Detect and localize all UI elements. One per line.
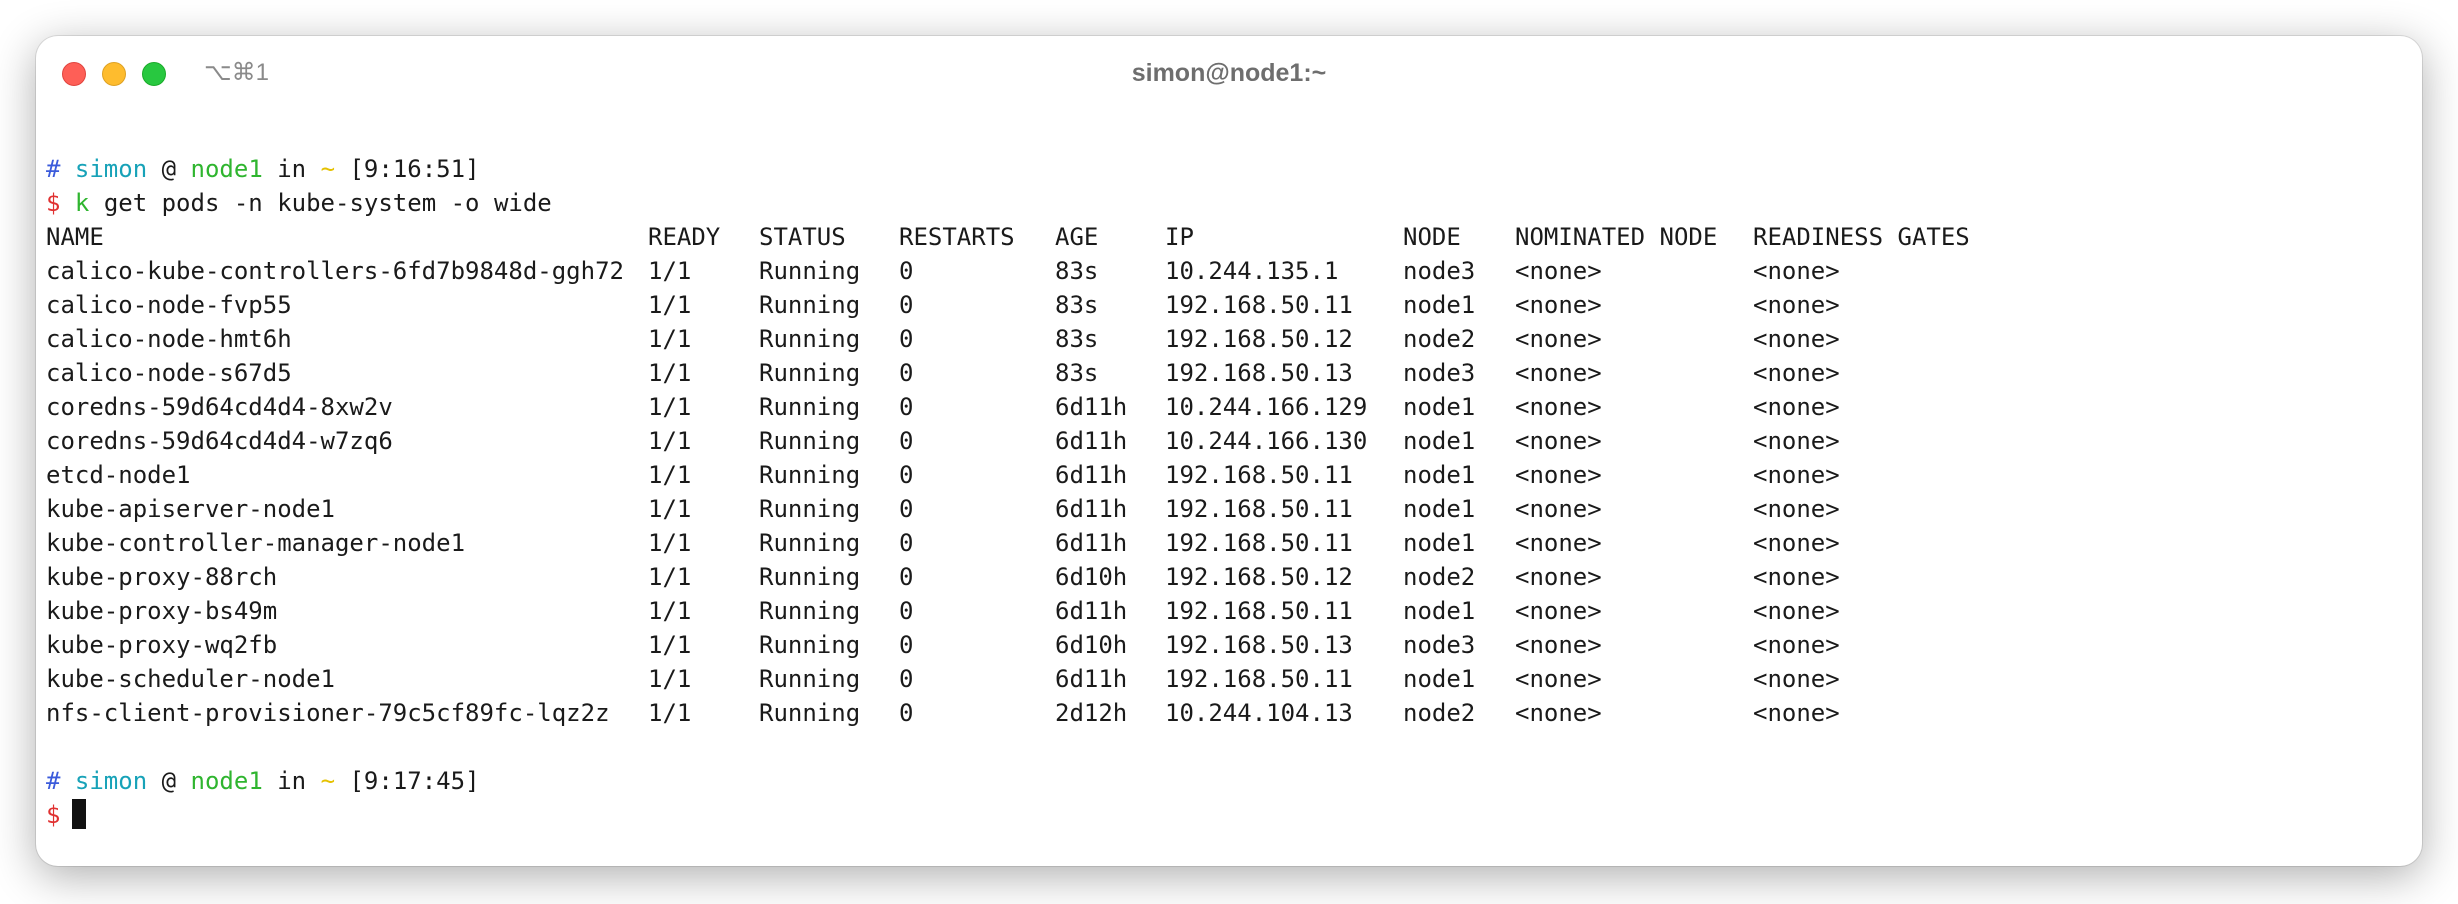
col-age-cell: 6d11h bbox=[1055, 495, 1128, 523]
col-readiness-gates-cell: <none> bbox=[1753, 427, 1840, 455]
table-row bbox=[46, 390, 2412, 424]
table-row bbox=[46, 526, 2412, 560]
col-ip-cell: 10.244.104.13 bbox=[1165, 699, 1353, 727]
header-name: NAME bbox=[46, 223, 104, 251]
col-node-cell: node1 bbox=[1403, 291, 1476, 319]
col-status-cell: Running bbox=[759, 427, 861, 455]
col-name-cell: calico-node-hmt6h bbox=[46, 325, 292, 353]
terminal-window bbox=[36, 36, 2422, 866]
col-status-cell: Running bbox=[759, 495, 861, 523]
col-status-cell: Running bbox=[759, 699, 861, 727]
col-readiness-gates-cell: <none> bbox=[1753, 665, 1840, 693]
table-row bbox=[46, 322, 2412, 356]
col-ready-cell: 1/1 bbox=[648, 359, 692, 387]
command-line bbox=[46, 186, 2412, 220]
prompt-at: @ bbox=[161, 767, 177, 795]
col-restarts-cell: 0 bbox=[899, 427, 914, 455]
col-nominated-node-cell: <none> bbox=[1515, 699, 1602, 727]
col-ready-cell: 1/1 bbox=[648, 699, 692, 727]
col-ready-cell: 1/1 bbox=[648, 461, 692, 489]
col-restarts-cell: 0 bbox=[899, 563, 914, 591]
col-node-cell: node2 bbox=[1403, 325, 1476, 353]
table-header bbox=[46, 220, 2412, 254]
col-age-cell: 83s bbox=[1055, 257, 1099, 285]
col-node-cell: node1 bbox=[1403, 495, 1476, 523]
col-nominated-node-cell: <none> bbox=[1515, 597, 1602, 625]
col-nominated-node-cell: <none> bbox=[1515, 665, 1602, 693]
col-ip-cell: 10.244.166.130 bbox=[1165, 427, 1368, 455]
col-name-cell: etcd-node1 bbox=[46, 461, 191, 489]
col-nominated-node-cell: <none> bbox=[1515, 291, 1602, 319]
header-status: STATUS bbox=[759, 223, 846, 251]
prompt-in: in bbox=[277, 155, 307, 183]
col-age-cell: 6d11h bbox=[1055, 427, 1128, 455]
col-restarts-cell: 0 bbox=[899, 699, 914, 727]
col-restarts-cell: 0 bbox=[899, 495, 914, 523]
col-readiness-gates-cell: <none> bbox=[1753, 631, 1840, 659]
col-ip-cell: 192.168.50.11 bbox=[1165, 665, 1353, 693]
col-ip-cell: 192.168.50.13 bbox=[1165, 359, 1353, 387]
col-restarts-cell: 0 bbox=[899, 665, 914, 693]
col-ready-cell: 1/1 bbox=[648, 665, 692, 693]
col-nominated-node-cell: <none> bbox=[1515, 495, 1602, 523]
table-row bbox=[46, 458, 2412, 492]
col-age-cell: 6d11h bbox=[1055, 597, 1128, 625]
header-nominated-node: NOMINATED NODE bbox=[1515, 223, 1718, 251]
col-restarts-cell: 0 bbox=[899, 631, 914, 659]
col-ip-cell: 192.168.50.11 bbox=[1165, 291, 1353, 319]
col-name-cell: kube-proxy-88rch bbox=[46, 563, 278, 591]
col-readiness-gates-cell: <none> bbox=[1753, 495, 1840, 523]
col-readiness-gates-cell: <none> bbox=[1753, 461, 1840, 489]
col-restarts-cell: 0 bbox=[899, 461, 914, 489]
col-status-cell: Running bbox=[759, 563, 861, 591]
col-age-cell: 6d10h bbox=[1055, 631, 1128, 659]
window-title: simon@node1:~ bbox=[1131, 59, 1327, 87]
col-status-cell: Running bbox=[759, 393, 861, 421]
prompt-hash: # bbox=[46, 767, 61, 795]
col-name-cell: calico-node-fvp55 bbox=[46, 291, 292, 319]
col-readiness-gates-cell: <none> bbox=[1753, 325, 1840, 353]
input-line[interactable] bbox=[46, 798, 2412, 832]
prompt-user: simon bbox=[74, 155, 148, 183]
col-ip-cell: 192.168.50.11 bbox=[1165, 597, 1353, 625]
col-status-cell: Running bbox=[759, 597, 861, 625]
col-ready-cell: 1/1 bbox=[648, 427, 692, 455]
col-ip-cell: 192.168.50.13 bbox=[1165, 631, 1353, 659]
col-node-cell: node1 bbox=[1403, 665, 1476, 693]
col-status-cell: Running bbox=[759, 529, 861, 557]
blank-line bbox=[46, 730, 2412, 764]
prompt-at: @ bbox=[161, 155, 177, 183]
col-name-cell: kube-scheduler-node1 bbox=[46, 665, 335, 693]
col-ready-cell: 1/1 bbox=[648, 495, 692, 523]
col-restarts-cell: 0 bbox=[899, 257, 914, 285]
col-name-cell: calico-node-s67d5 bbox=[46, 359, 292, 387]
col-age-cell: 6d10h bbox=[1055, 563, 1128, 591]
header-age: AGE bbox=[1055, 223, 1099, 251]
col-name-cell: kube-controller-manager-node1 bbox=[46, 529, 466, 557]
tab-shortcut: ⌥⌘1 bbox=[204, 59, 270, 86]
prompt-user: simon bbox=[74, 767, 148, 795]
col-ip-cell: 192.168.50.11 bbox=[1165, 529, 1353, 557]
col-nominated-node-cell: <none> bbox=[1515, 427, 1602, 455]
col-status-cell: Running bbox=[759, 291, 861, 319]
col-nominated-node-cell: <none> bbox=[1515, 631, 1602, 659]
prompt-time: [9:16:51] bbox=[349, 155, 480, 183]
col-status-cell: Running bbox=[759, 631, 861, 659]
prompt-dollar: $ bbox=[46, 189, 61, 217]
col-age-cell: 83s bbox=[1055, 325, 1099, 353]
col-name-cell: coredns-59d64cd4d4-8xw2v bbox=[46, 393, 393, 421]
col-ip-cell: 192.168.50.11 bbox=[1165, 461, 1353, 489]
table-row bbox=[46, 560, 2412, 594]
header-readiness-gates: READINESS GATES bbox=[1753, 223, 1970, 251]
col-ip-cell: 10.244.166.129 bbox=[1165, 393, 1368, 421]
col-age-cell: 83s bbox=[1055, 291, 1099, 319]
terminal-output[interactable] bbox=[46, 152, 2412, 832]
col-readiness-gates-cell: <none> bbox=[1753, 291, 1840, 319]
table-row bbox=[46, 492, 2412, 526]
col-ready-cell: 1/1 bbox=[648, 257, 692, 285]
table-row bbox=[46, 254, 2412, 288]
title-bar[interactable] bbox=[36, 36, 2422, 108]
prompt-in: in bbox=[277, 767, 307, 795]
col-status-cell: Running bbox=[759, 461, 861, 489]
col-status-cell: Running bbox=[759, 325, 861, 353]
table-row bbox=[46, 696, 2412, 730]
col-readiness-gates-cell: <none> bbox=[1753, 597, 1840, 625]
col-ready-cell: 1/1 bbox=[648, 529, 692, 557]
col-nominated-node-cell: <none> bbox=[1515, 359, 1602, 387]
col-ready-cell: 1/1 bbox=[648, 631, 692, 659]
col-node-cell: node1 bbox=[1403, 597, 1476, 625]
col-status-cell: Running bbox=[759, 359, 861, 387]
col-node-cell: node1 bbox=[1403, 393, 1476, 421]
col-nominated-node-cell: <none> bbox=[1515, 529, 1602, 557]
col-ip-cell: 10.244.135.1 bbox=[1165, 257, 1339, 285]
col-readiness-gates-cell: <none> bbox=[1753, 257, 1840, 285]
col-ip-cell: 192.168.50.11 bbox=[1165, 495, 1353, 523]
col-node-cell: node1 bbox=[1403, 427, 1476, 455]
col-readiness-gates-cell: <none> bbox=[1753, 359, 1840, 387]
col-name-cell: kube-proxy-bs49m bbox=[46, 597, 278, 625]
prompt-time: [9:17:45] bbox=[349, 767, 480, 795]
header-node: NODE bbox=[1403, 223, 1461, 251]
table-row bbox=[46, 424, 2412, 458]
header-ip: IP bbox=[1165, 223, 1194, 251]
table-row bbox=[46, 288, 2412, 322]
command-name: k bbox=[74, 189, 90, 217]
pods-table bbox=[46, 254, 2412, 730]
col-readiness-gates-cell: <none> bbox=[1753, 529, 1840, 557]
col-age-cell: 6d11h bbox=[1055, 393, 1128, 421]
col-ready-cell: 1/1 bbox=[648, 393, 692, 421]
col-node-cell: node1 bbox=[1403, 529, 1476, 557]
prompt-dollar: $ bbox=[46, 801, 61, 829]
table-row bbox=[46, 356, 2412, 390]
col-name-cell: nfs-client-provisioner-79c5cf89fc-lqz2z bbox=[46, 699, 610, 727]
prompt-host: node1 bbox=[190, 155, 263, 183]
col-restarts-cell: 0 bbox=[899, 359, 914, 387]
col-readiness-gates-cell: <none> bbox=[1753, 563, 1840, 591]
col-age-cell: 2d12h bbox=[1055, 699, 1128, 727]
prompt-line bbox=[46, 152, 2412, 186]
table-row bbox=[46, 594, 2412, 628]
col-ip-cell: 192.168.50.12 bbox=[1165, 325, 1353, 353]
col-restarts-cell: 0 bbox=[899, 325, 914, 353]
col-ready-cell: 1/1 bbox=[648, 563, 692, 591]
col-node-cell: node2 bbox=[1403, 699, 1476, 727]
col-restarts-cell: 0 bbox=[899, 597, 914, 625]
col-age-cell: 6d11h bbox=[1055, 529, 1128, 557]
text-cursor bbox=[72, 799, 86, 829]
col-restarts-cell: 0 bbox=[899, 393, 914, 421]
prompt-dir: ~ bbox=[320, 155, 336, 183]
col-ip-cell: 192.168.50.12 bbox=[1165, 563, 1353, 591]
prompt-line bbox=[46, 764, 2412, 798]
col-restarts-cell: 0 bbox=[899, 529, 914, 557]
col-age-cell: 6d11h bbox=[1055, 461, 1128, 489]
col-node-cell: node3 bbox=[1403, 359, 1476, 387]
col-age-cell: 6d11h bbox=[1055, 665, 1128, 693]
col-node-cell: node2 bbox=[1403, 563, 1476, 591]
col-node-cell: node3 bbox=[1403, 631, 1476, 659]
col-ready-cell: 1/1 bbox=[648, 325, 692, 353]
col-status-cell: Running bbox=[759, 665, 861, 693]
col-name-cell: calico-kube-controllers-6fd7b9848d-ggh72 bbox=[46, 257, 624, 285]
col-nominated-node-cell: <none> bbox=[1515, 325, 1602, 353]
col-ready-cell: 1/1 bbox=[648, 291, 692, 319]
col-name-cell: coredns-59d64cd4d4-w7zq6 bbox=[46, 427, 393, 455]
col-restarts-cell: 0 bbox=[899, 291, 914, 319]
col-node-cell: node1 bbox=[1403, 461, 1476, 489]
col-readiness-gates-cell: <none> bbox=[1753, 699, 1840, 727]
col-ready-cell: 1/1 bbox=[648, 597, 692, 625]
col-nominated-node-cell: <none> bbox=[1515, 563, 1602, 591]
prompt-hash: # bbox=[46, 155, 61, 183]
col-age-cell: 83s bbox=[1055, 359, 1099, 387]
col-name-cell: kube-proxy-wq2fb bbox=[46, 631, 278, 659]
col-status-cell: Running bbox=[759, 257, 861, 285]
header-ready: READY bbox=[648, 223, 721, 251]
col-name-cell: kube-apiserver-node1 bbox=[46, 495, 335, 523]
col-nominated-node-cell: <none> bbox=[1515, 461, 1602, 489]
col-readiness-gates-cell: <none> bbox=[1753, 393, 1840, 421]
col-nominated-node-cell: <none> bbox=[1515, 393, 1602, 421]
prompt-dir: ~ bbox=[320, 767, 336, 795]
col-nominated-node-cell: <none> bbox=[1515, 257, 1602, 285]
prompt-host: node1 bbox=[190, 767, 263, 795]
table-row bbox=[46, 662, 2412, 696]
table-row bbox=[46, 628, 2412, 662]
header-restarts: RESTARTS bbox=[899, 223, 1015, 251]
command-args: get pods -n kube-system -o wide bbox=[103, 189, 552, 217]
col-node-cell: node3 bbox=[1403, 257, 1476, 285]
